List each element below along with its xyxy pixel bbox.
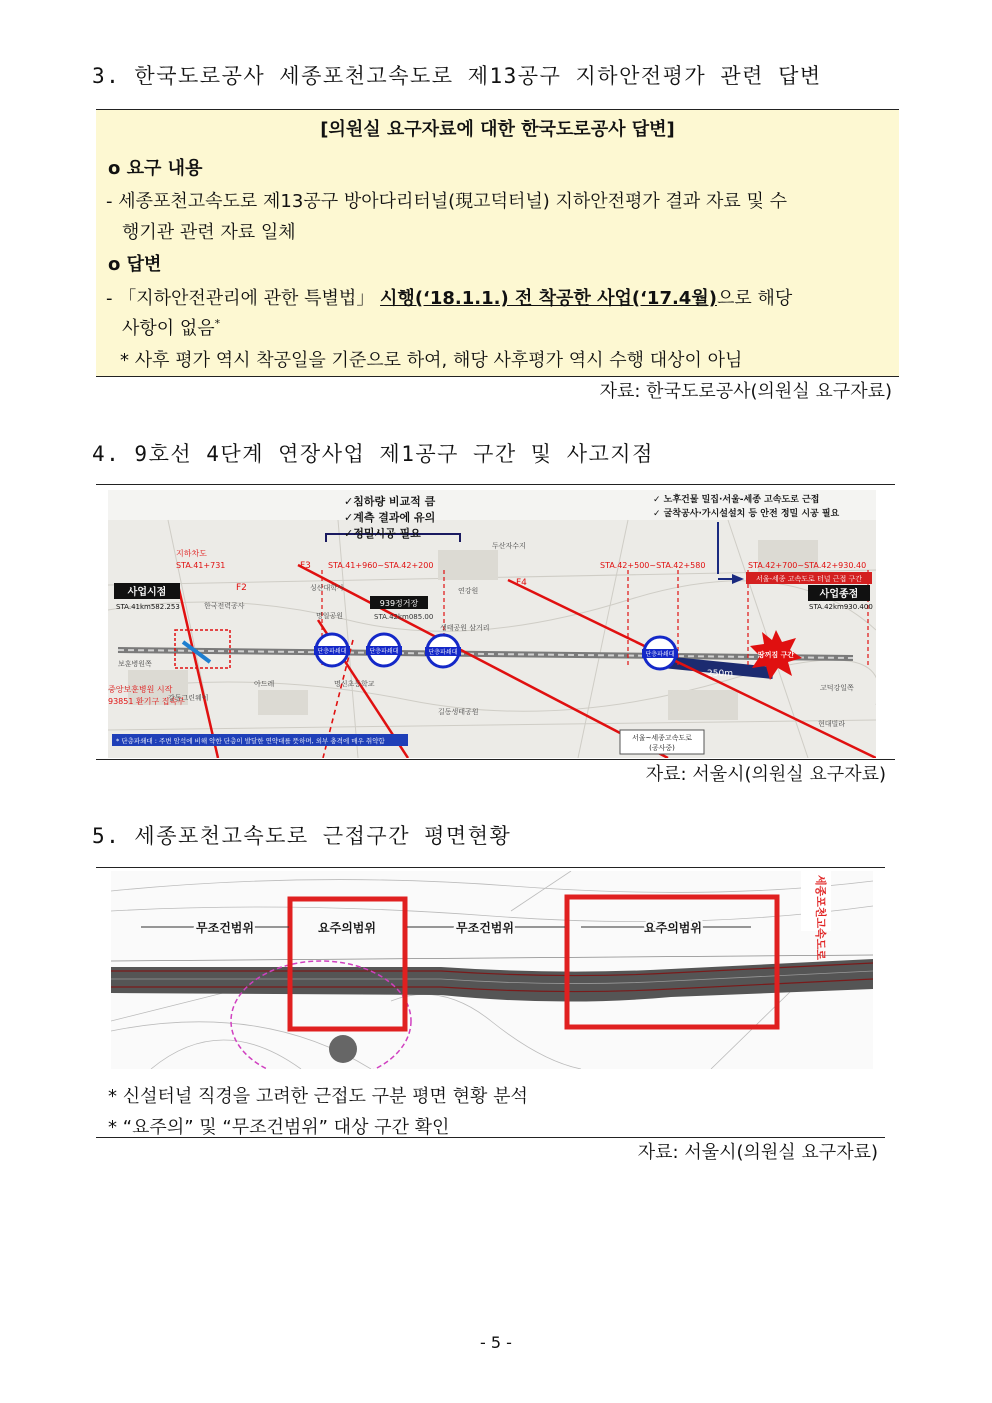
callout-right-1: ✓ 노후건물 밀집·서울-세종 고속도로 근접 xyxy=(653,495,820,505)
station-sta: STA.42km085.00 xyxy=(374,613,434,621)
request-line-2: 행기관 관련 자료 일체 xyxy=(122,222,296,243)
sta-range-1: STA.41+960~STA.42+200 xyxy=(328,561,434,570)
response-box xyxy=(96,109,899,377)
answer-line-2 xyxy=(122,314,220,340)
map-label-campus: 싱산대학사 xyxy=(310,584,344,592)
map-label-adre: 아드레 xyxy=(254,680,275,688)
section3-heading: 3. 한국도로공사 세종포천고속도로 제13공구 지하안전평가 관련 답변 xyxy=(92,64,822,88)
answer-text-post: 으로 해당 xyxy=(716,288,793,309)
map-label-reservoir: 두산자수지 xyxy=(492,542,526,550)
fault-label-4: 단층파쇄대 xyxy=(645,651,675,658)
fault-label-3: 단층파쇄대 xyxy=(428,649,458,656)
section5-heading: 5. 세종포천고속도로 근접구간 평면현황 xyxy=(92,824,512,848)
callout-left-3: ✓정밀시공 필요 xyxy=(344,527,421,540)
side-text: 세종포천고속도로 xyxy=(814,875,827,961)
plan-view xyxy=(111,871,873,1069)
legend-note: * 단층파쇄대 : 주변 암석에 비해 약한 단층이 발달한 연약대를 뜻하며, 외부 충격에 매우 취약함 xyxy=(116,737,385,745)
zone-label-2: 요주의범위 xyxy=(318,921,376,935)
fault-f3: F3 xyxy=(300,561,311,571)
map-label-school: 명신초등학교 xyxy=(334,680,375,688)
section4-top-rule xyxy=(96,484,895,485)
box-title: [의원실 요구자료에 대한 한국도로공사 답변] xyxy=(320,119,675,140)
callout-left-2: ✓계측 결과에 유의 xyxy=(344,511,436,524)
answer-footnote: * 사후 평가 역시 착공일을 기준으로 하여, 해당 사후평가 역시 수행 대상이 아님 xyxy=(120,350,743,371)
answer-label: o 답변 xyxy=(108,254,162,275)
section4-heading: 4. 9호선 4단계 연장사업 제1공구 구간 및 사고지점 xyxy=(92,442,654,466)
answer-footnote-mark: * xyxy=(214,317,221,330)
highway-label-2: (공사중) xyxy=(649,744,675,752)
request-line-1: - 세종포천고속도로 제13공구 방아다리터널(現고덕터널) 지하안전평가 결과 자료 및 수 xyxy=(106,191,788,212)
fault-f2: F2 xyxy=(236,583,247,593)
map-label-junction: 생태공원 삼거리 xyxy=(440,624,490,632)
length-label: 250m xyxy=(707,669,733,679)
fault-f4: F4 xyxy=(516,578,527,588)
section3-source: 자료: 한국도로공사(의원실 요구자료) xyxy=(599,381,892,402)
highway-label-1: 서울~세종고속도로 xyxy=(632,734,692,742)
section5-note-2: * “요주의” 및 “무조건범위” 대상 구간 확인 xyxy=(108,1117,450,1138)
section5-note-1: * 신설터널 직경을 고려한 근접도 구분 평면 현황 분석 xyxy=(108,1086,528,1107)
map-label-park: 명일공원 xyxy=(316,612,344,620)
zone-label-1: 무조건범위 xyxy=(196,921,254,935)
map-label-kepco: 한국전력공사 xyxy=(204,602,245,610)
sinkhole-label: 땅꺼짐 구간 xyxy=(757,651,795,659)
map-label-villa: 현대빌라 xyxy=(818,720,846,728)
fault-label-1: 단층파쇄대 xyxy=(317,648,347,655)
callout-right-2: ✓ 굴착공사·가시설설치 등 안전 정밀 시공 필요 xyxy=(653,509,840,519)
map-label-eco-park: 길동생태공원 xyxy=(438,708,479,716)
sta-left: STA.41+731 xyxy=(176,561,226,570)
route-map xyxy=(108,490,876,758)
section5-top-rule xyxy=(96,867,885,868)
near-label: 서울-세종 고속도로 터널 근접 구간 xyxy=(755,575,863,583)
map-label-hospital-start: 중앙보훈병원 시작 xyxy=(108,685,173,694)
sta-range-3: STA.42+700~STA.42+930.40 xyxy=(748,561,867,570)
sta-range-2: STA.42+500~STA.42+580 xyxy=(600,561,706,570)
fault-label-2: 단층파쇄대 xyxy=(369,648,399,655)
map-label-ventilation: 93851 환기구 집속부 xyxy=(108,697,185,706)
map-label-hospital-side: 보훈병원쪽 xyxy=(118,660,152,668)
station-label: 939정거장 xyxy=(379,599,419,608)
answer-line-1 xyxy=(106,284,792,310)
request-label: o 요구 내용 xyxy=(108,158,203,179)
start-sta: STA.41km582.253 xyxy=(116,603,180,611)
route-map-figure xyxy=(108,490,876,758)
end-label: 사업종점 xyxy=(819,589,859,600)
map-label-yeongangwon: 연강원 xyxy=(458,587,479,595)
map-label-godeok: 고덕강일쪽 xyxy=(820,684,854,692)
start-label: 사업시점 xyxy=(127,587,167,598)
answer-line-2-text: 사항이 없음 xyxy=(122,318,215,339)
zone-label-3: 무조건범위 xyxy=(456,921,514,935)
section4-source: 자료: 서울시(의원실 요구자료) xyxy=(645,764,886,785)
plan-view-figure xyxy=(111,871,873,1069)
map-label-underpass: 지하차도 xyxy=(176,549,207,558)
map-label-greenway: 강동그린웨이 xyxy=(168,694,209,702)
section5-source: 자료: 서울시(의원실 요구자료) xyxy=(637,1142,878,1163)
answer-text-pre: - 「지하안전관리에 관한 특별법」 xyxy=(106,288,381,309)
end-sta: STA.42km930.400 xyxy=(809,603,873,611)
page-number: - 5 - xyxy=(480,1333,512,1352)
answer-underlined: 시행(‘18.1.1.) 전 착공한 사업(‘17.4월) xyxy=(380,288,717,309)
callout-left-1: ✓침하량 비교적 큼 xyxy=(344,495,436,508)
zone-label-4: 요주의범위 xyxy=(644,921,702,935)
